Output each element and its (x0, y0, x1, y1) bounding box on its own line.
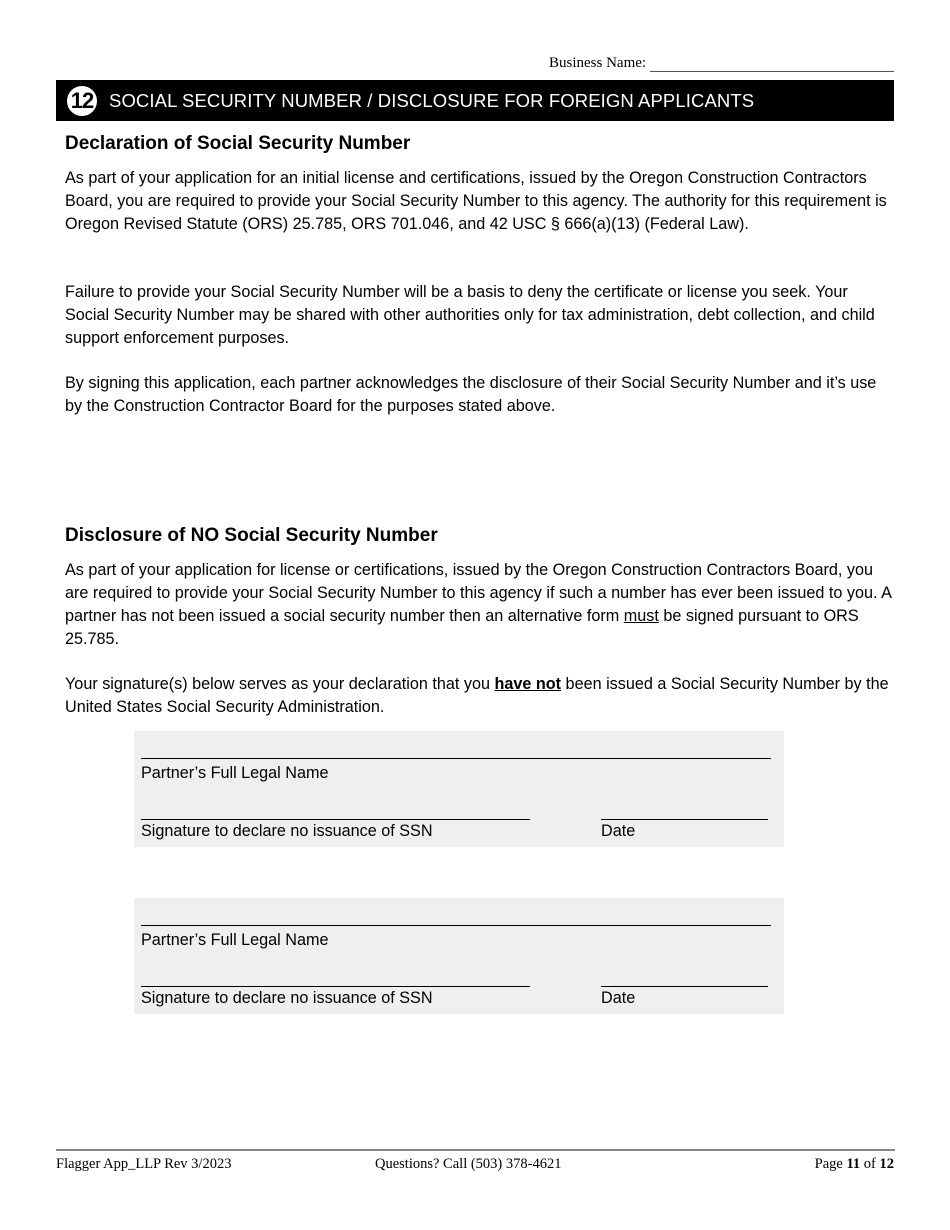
disclosure-heading: Disclosure of NO Social Security Number (65, 525, 438, 546)
footer-form-id: Flagger App_LLP Rev 3/2023 (56, 1156, 232, 1172)
partner-name-line[interactable] (141, 925, 771, 926)
footer-contact: Questions? Call (503) 378-4621 (375, 1156, 562, 1172)
disclosure-paragraph-2 (65, 673, 895, 719)
declaration-paragraph-2: Failure to provide your Social Security Number will be a basis to deny the certificate or license you seek. Your Social Security Number may be shared with other authorities only for tax administration, debt collection, and child support enforcement purposes. (65, 283, 875, 347)
declaration-paragraph-1: As part of your application for an initial license and certifications, issued by the Oregon Construction Contractors Board, you are required to provide your Social Security Number to this agency. The authority for this requirement is Oregon Revised Statute (ORS) 25.785, ORS 701.046, and 42 USC § 666(a)(13) (Federal Law). (65, 169, 887, 233)
partner-name-label: Partner’s Full Legal Name (141, 931, 329, 949)
date-label: Date (601, 989, 636, 1007)
page-total: 12 (879, 1156, 894, 1172)
signature-block-1 (134, 731, 784, 847)
disclosure-p2-text: Your signature(s) below serves as your declaration that you (65, 675, 495, 693)
business-name-input-line[interactable] (650, 55, 894, 72)
footer-page-number (815, 1156, 894, 1173)
date-line[interactable] (601, 986, 768, 987)
signature-line[interactable] (141, 819, 530, 820)
business-name-label: Business Name: (549, 55, 647, 71)
disclosure-paragraph-1 (65, 559, 895, 651)
business-name-field (549, 55, 894, 72)
date-line[interactable] (601, 819, 768, 820)
disclosure-p1-text: As part of your application for license or certifications, issued by the Oregon Construction Contractors Board, you are required to provide your Social Security Number to this agency if such a number has ever been issued to you. A partner has not been issued a social security number then an alternative form (65, 561, 892, 625)
declaration-heading: Declaration of Social Security Number (65, 133, 411, 154)
disclosure-p1-end: be signed pursuant to ORS 25.785. (65, 607, 859, 648)
signature-label: Signature to declare no issuance of SSN (141, 989, 433, 1007)
page-prefix: Page (814, 1156, 847, 1172)
have-not-emphasis: have not (494, 675, 562, 693)
partner-name-label: Partner’s Full Legal Name (141, 764, 329, 782)
disclosure-p2-end: been issued a Social Security Number by the United States Social Security Administration. (65, 675, 889, 716)
signature-block-2 (134, 898, 784, 1014)
date-label: Date (601, 822, 636, 840)
section-number-badge: 12 (64, 83, 100, 119)
footer-divider (56, 1149, 895, 1151)
must-underlined: must (623, 607, 659, 625)
section-banner (56, 80, 894, 121)
page-of: of (860, 1156, 880, 1172)
signature-label: Signature to declare no issuance of SSN (141, 822, 433, 840)
section-title: SOCIAL SECURITY NUMBER / DISCLOSURE FOR FOREIGN APPLICANTS (109, 89, 755, 111)
signature-line[interactable] (141, 986, 530, 987)
page-current: 11 (846, 1156, 861, 1172)
declaration-paragraph-3: By signing this application, each partner acknowledges the disclosure of their Social Security Number and it’s use by the Construction Contractor Board for the purposes stated above. (65, 374, 877, 415)
partner-name-line[interactable] (141, 758, 771, 759)
